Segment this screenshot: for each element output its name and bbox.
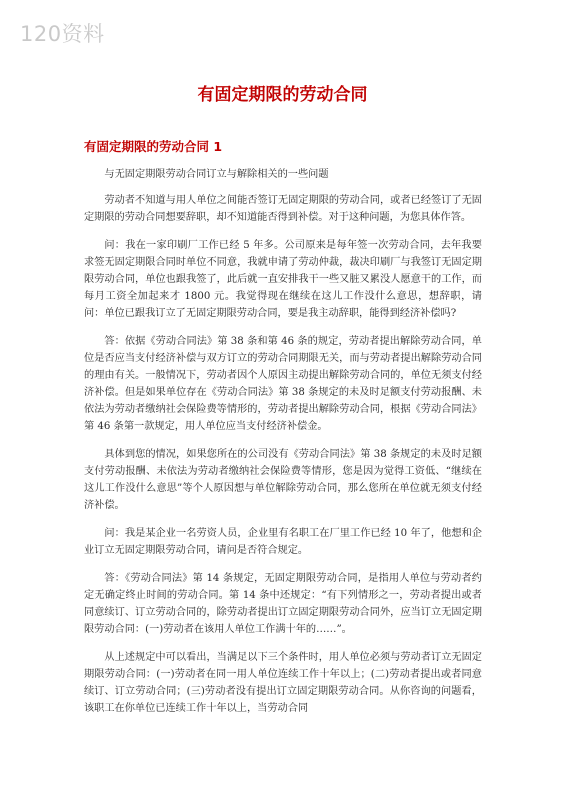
paragraph: 问：我在一家印刷厂工作已经 5 年多。公司原来是每年签一次劳动合同，去年我要求签无固定期限合同时单位不同意，我就申请了劳动仲裁，裁决印刷厂与我签订无固定期限劳动合同，单位也跟我签了，此后就一直安排我干一些又脏又累没人愿意干的工作，而每月工资全加起来才 1800 元。我觉得现在继续在这儿工作没什么意思，想辞职，请问：单位已跟我订立了无固定期限劳动合同，要是我主动辞职，能得到经济补偿吗? xyxy=(84,240,482,319)
document-title: 有固定期限的劳动合同 xyxy=(197,85,368,105)
paragraph: 具体到您的情况，如果您所在的公司没有《劳动合同法》第 38 条规定的未及时足额支付劳动报酬、未依法为劳动者缴纳社会保险费等情形，您是因为觉得工资低、“继续在这儿工作没什么意思”等个人原因想与单位解除劳动合同，那么您所在单位就无须支付经济补偿。 xyxy=(84,449,482,511)
section-heading: 有固定期限的劳动合同 1 xyxy=(84,139,223,154)
paragraph: 答：依据《劳动合同法》第 38 条和第 46 条的规定，劳动者提出解除劳动合同，单位是否应当支付经济补偿与双方订立的劳动合同期限无关，而与劳动者提出解除劳动合同的理由有关。一般情况下，劳动者因个人原因主动提出解除劳动合同的，单位无须支付经济补偿。但是如果单位存在《劳动合同法》第 38 条规定的未及时足额支付劳动报酬、未依法为劳动者缴纳社会保险费等情形的，劳动者提出解除劳动合同，根据《劳动合同法》第 46 条第一款规定，用人单位应当支付经济补偿金。 xyxy=(84,336,482,432)
watermark-logo: 120资料 xyxy=(20,22,105,46)
paragraph: 问：我是某企业一名劳资人员，企业里有名职工在厂里工作已经 10 年了，他想和企业订立无固定期限劳动合同，请问是否符合规定。 xyxy=(84,528,482,556)
paragraph: 劳动者不知道与用人单位之间能否签订无固定期限的劳动合同，或者已经签订了无固定期限的劳动合同想要辞职，却不知道能否得到补偿。对于这种问题，为您具体作答。 xyxy=(84,195,482,223)
paragraph: 答：《劳动合同法》第 14 条规定，无固定期限劳动合同，是指用人单位与劳动者约定无确定终止时间的劳动合同。第 14 条中还规定：“有下列情形之一，劳动者提出或者同意续订、订立劳动合同的，除劳动者提出订立固定期限劳动合同外，应当订立无固定期限劳动合同：(一)劳动者在该用人单位工作满十年的……”。 xyxy=(84,573,482,635)
document-body xyxy=(84,166,482,728)
paragraph-subheading: 与无固定期限劳动合同订立与解除相关的一些问题 xyxy=(104,169,329,180)
paragraph: 从上述规定中可以看出，当满足以下三个条件时，用人单位必须与劳动者订立无固定期限劳动合同：(一)劳动者在同一用人单位连续工作十年以上；(二)劳动者提出或者同意续订、订立劳动合同；(三)劳动者没有提出订立固定期限劳动合同。从你咨询的问题看，该职工在你单位已连续工作十年以上，当劳动合同 xyxy=(84,652,482,714)
